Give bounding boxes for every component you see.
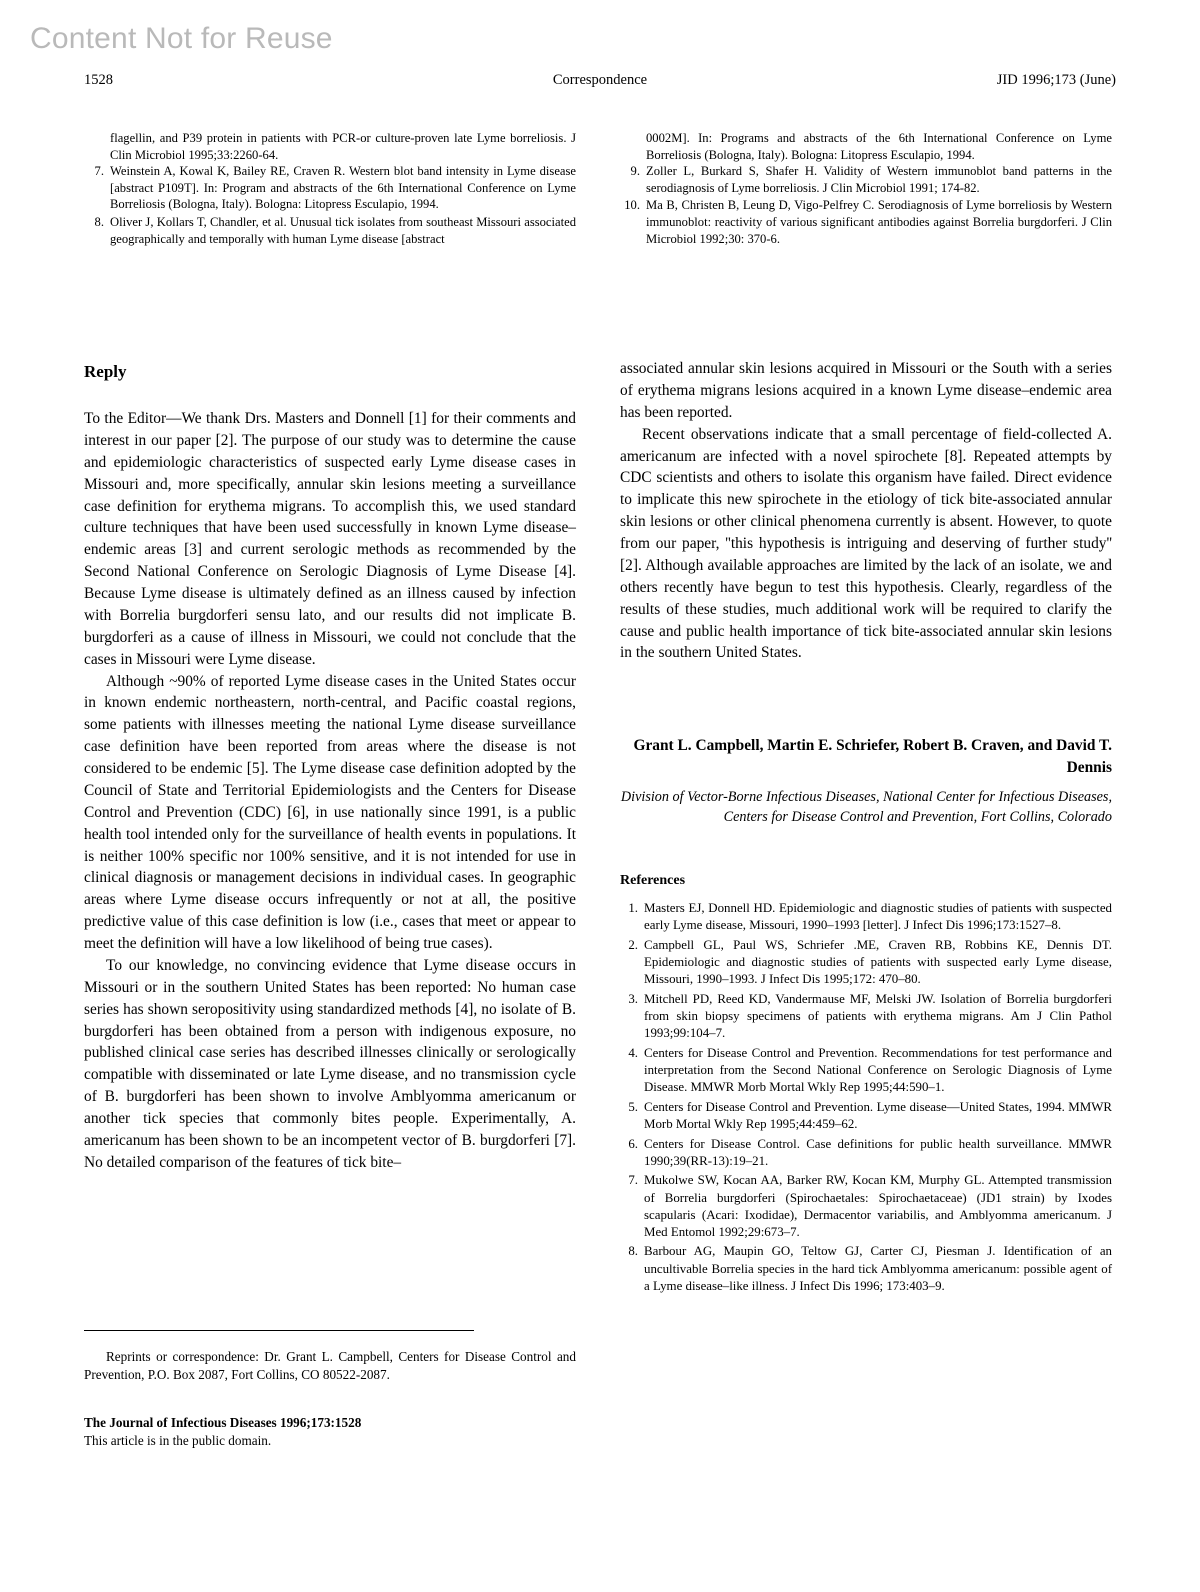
paragraph: Although ~90% of reported Lyme disease cases in the United States occur in known endemic northeastern, north-central, and Pacific coastal regions, some patients with illnesses meeting the national Lyme disease surveillance case definition have been reported from areas where the disease is not considered to be endemic [5]. The Lyme disease case definition adopted by the Council of State and Territorial Epidemiologists and the Centers for Disease Control and Prevention (CDC) [6], in use nationally since 1991, is a public health tool intended only for the surveillance of health events in populations. It is neither 100% specific nor 100% sensitive, and it is not intended for use in clinical diagnosis or management decisions in individual cases. In geographic areas where Lyme disease occurs infrequently or not at all, the positive predictive value of this case definition is low (i.e., cases that meet or appear to meet the definition will have a low likelihood of being true cases). (84, 672, 576, 952)
footnote-rule (84, 1330, 474, 1331)
reference-number: 1. (628, 901, 638, 915)
reference-item (620, 1099, 1112, 1133)
reference-text: Campbell GL, Paul WS, Schriefer .ME, Craven RB, Robbins KE, Dennis DT. Epidemiologic and diagnostic studies of patients with suspected early Lyme disease, Missouri, 1990–1993. J Infect Dis 1995;172: 470–80. (644, 937, 1112, 987)
reference-number: 4. (628, 1045, 638, 1060)
reference-continuation: flagellin, and P39 protein in patients with PCR-or culture-proven late Lyme borreliosis. J Clin Microbiol 1995;33:2260-64. (110, 131, 576, 162)
reference-text: Weinstein A, Kowal K, Bailey RE, Craven R. Western blot band intensity in Lyme disease [abstract P109T]. In: Program and abstracts of the 6th International Conference on Lyme Borreliosis (Bologna, Italy). Bologna: Litopress Esculapio, 1994. (110, 164, 576, 212)
reference-text: Centers for Disease Control and Prevention. Recommendations for test performance and interpretation from the Second National Conference on Serologic Diagnosis of Lyme Disease. MMWR Morb Mortal Wkly Rep 1995;44:590–1. (644, 1045, 1112, 1095)
watermark: Content Not for Reuse (30, 22, 333, 55)
reference-number: 3. (628, 991, 638, 1006)
reference-item (620, 197, 1112, 247)
reference-number: 7. (94, 164, 104, 179)
journal-citation: JID 1996;173 (June) (996, 72, 1116, 88)
paragraph: associated annular skin lesions acquired in Missouri or the South with a series of erythema migrans lesions acquired in a known Lyme disease–endemic area has been reported. (620, 360, 1112, 421)
journal-line: The Journal of Infectious Diseases 1996;173:1528 (84, 1415, 362, 1430)
reply-heading: Reply (84, 362, 127, 381)
author-list: Grant L. Campbell, Martin E. Schriefer, Robert B. Craven, and David T. Dennis (633, 737, 1112, 776)
reference-item (620, 1243, 1112, 1294)
top-references-right (620, 130, 1112, 248)
reference-number: 5. (628, 1099, 638, 1114)
footnote-block (84, 1348, 576, 1384)
reference-number: 6. (628, 1136, 638, 1151)
paragraph: To the Editor—We thank Drs. Masters and Donnell [1] for their comments and interest in our paper [2]. The purpose of our study was to determine the cause and epidemiologic characteristics of suspected early Lyme disease cases in Missouri and, more specifically, annular skin lesions meeting a surveillance case definition for erythema migrans. To accomplish this, we used standard culture techniques that have been used successfully in known Lyme disease–endemic areas [3] and current serologic methods as recommended by the Second National Conference on Serologic Diagnosis of Lyme Disease [4]. Because Lyme disease is ultimately defined as an illness caused by infection with Borrelia burgdorferi sensu lato, and our results did not implicate B. burgdorferi as a cause of illness in Missouri, we could not conclude that the cases in Missouri were Lyme disease. (84, 410, 576, 668)
paragraph: Recent observations indicate that a small percentage of field-collected A. americanum are infected with a novel spirochete [8]. Repeated attempts by CDC scientists and others to isolate this organism have failed. Direct evidence to implicate this new spirochete in the etiology of tick bite-associated annular skin lesions or other clinical phenomena currently is absent. However, to quote from our paper, ''this hypothesis is intriguing and deserving of further study'' [2]. Although available approaches are limited by the lack of an isolate, we and others recently have begun to test this hypothesis. Clearly, regardless of the results of these studies, much additional work will be required to clarify the cause and public health importance of tick bite-associated annular skin lesions in the southern United States. (620, 425, 1112, 662)
paragraph: To our knowledge, no convincing evidence that Lyme disease occurs in Missouri or in the southern United States has been reported: No human case series has shown seropositivity using standardized methods [4], no isolate of B. burgdorferi has been obtained from a person with indigenous exposure, no published clinical case series has described illnesses clinically or serologically compatible with disseminated or late Lyme disease, and no transmission cycle of B. burgdorferi has been shown to involve Amblyomma americanum or another tick species that commonly bites people. Experimentally, A. americanum has been shown to be an incompetent vector of B. burgdorferi [7]. No detailed comparison of the features of tick bite– (84, 956, 576, 1171)
reference-item (620, 937, 1112, 988)
page-number: 1528 (84, 72, 113, 88)
reference-number: 7. (628, 1173, 638, 1188)
reference-text: Ma B, Christen B, Leung D, Vigo-Pelfrey C. Serodiagnosis of Lyme borreliosis by Western immunoblot: reactivity of various significant antibodies against Borrelia burgdorferi. J Clin Microbiol 1992;30: 370-6. (646, 198, 1112, 246)
reference-number: 8. (628, 1244, 638, 1259)
reference-number: 8. (94, 215, 104, 230)
reprints-note: Reprints or correspondence: Dr. Grant L. Campbell, Centers for Disease Control and Prevention, P.O. Box 2087, Fort Collins, CO 80522-2087. (84, 1349, 576, 1382)
references-heading: References (620, 873, 686, 888)
reference-text: Masters EJ, Donnell HD. Epidemiologic and diagnostic studies of patients with suspected early Lyme disease, Missouri, 1990–1993 [letter]. J Infect Dis 1996;173:1527–8. (644, 901, 1112, 933)
reference-text: Barbour AG, Maupin GO, Teltow GJ, Carter CJ, Piesman J. Identification of an uncultivable Borrelia species in the hard tick Amblyomma americanum: possible agent of a Lyme disease–like illness. J Infect Dis 1996; 173:403–9. (644, 1244, 1112, 1293)
reply-body-left (84, 408, 576, 1174)
reference-item (620, 163, 1112, 196)
reference-item (620, 900, 1112, 934)
reference-item (620, 1045, 1112, 1096)
reference-text: Mukolwe SW, Kocan AA, Barker RW, Kocan KM, Murphy GL. Attempted transmission of Borrelia burgdorferi (Spirochaetales: Spirochaetaceae) (JD1 strain) by Ixodes scapularis (Acari: Ixodidae), Dermacentor variabilis, and Amblyomma americanum. J Med Entomol 1992;29:673–7. (644, 1173, 1112, 1239)
reference-text: Mitchell PD, Reed KD, Vandermause MF, Melski JW. Isolation of Borrelia burgdorferi from skin biopsy specimens of patients with erythema migrans. Am J Clin Pathol 1993;99:104–7. (644, 991, 1112, 1041)
reference-text: Oliver J, Kollars T, Chandler, et al. Unusual tick isolates from southeast Missouri associated geographically and temporally with human Lyme disease [abstract (110, 215, 576, 246)
reference-number: 9. (630, 164, 640, 179)
reference-item (84, 214, 576, 247)
reference-item (620, 1136, 1112, 1170)
reference-text: Zoller L, Burkard S, Shafer H. Validity of Western immunoblot band patterns in the serodiagnosis of Lyme borreliosis. J Clin Microbiol 1991; 174-82. (646, 164, 1112, 195)
reference-text: Centers for Disease Control and Prevention. Lyme disease—United States, 1994. MMWR Morb Mortal Wkly Rep 1995;44:459–62. (644, 1099, 1112, 1131)
section-title: Correspondence (552, 72, 648, 88)
reference-item (84, 163, 576, 213)
reference-continuation: 0002M]. In: Programs and abstracts of the 6th International Conference on Lyme Borreliosis (Bologna, Italy). Bologna: Litopress Esculapio, 1994. (646, 131, 1112, 162)
reference-item (620, 1172, 1112, 1241)
running-head (84, 72, 1116, 92)
references-list (620, 900, 1112, 1297)
reply-body-right (620, 358, 1112, 664)
top-references-left (84, 130, 576, 248)
reference-number: 10. (624, 198, 640, 213)
reference-text: Centers for Disease Control. Case definitions for public health surveillance. MMWR 1990;39(RR-13):19–21. (644, 1136, 1112, 1168)
reference-number: 2. (628, 937, 638, 952)
public-domain-note: This article is in the public domain. (84, 1433, 272, 1448)
author-affiliation: Division of Vector-Borne Infectious Diseases, National Center for Infectious Diseases, Centers for Disease Control and Prevention, Fort Collins, Colorado (620, 789, 1112, 826)
reference-item (620, 991, 1112, 1042)
